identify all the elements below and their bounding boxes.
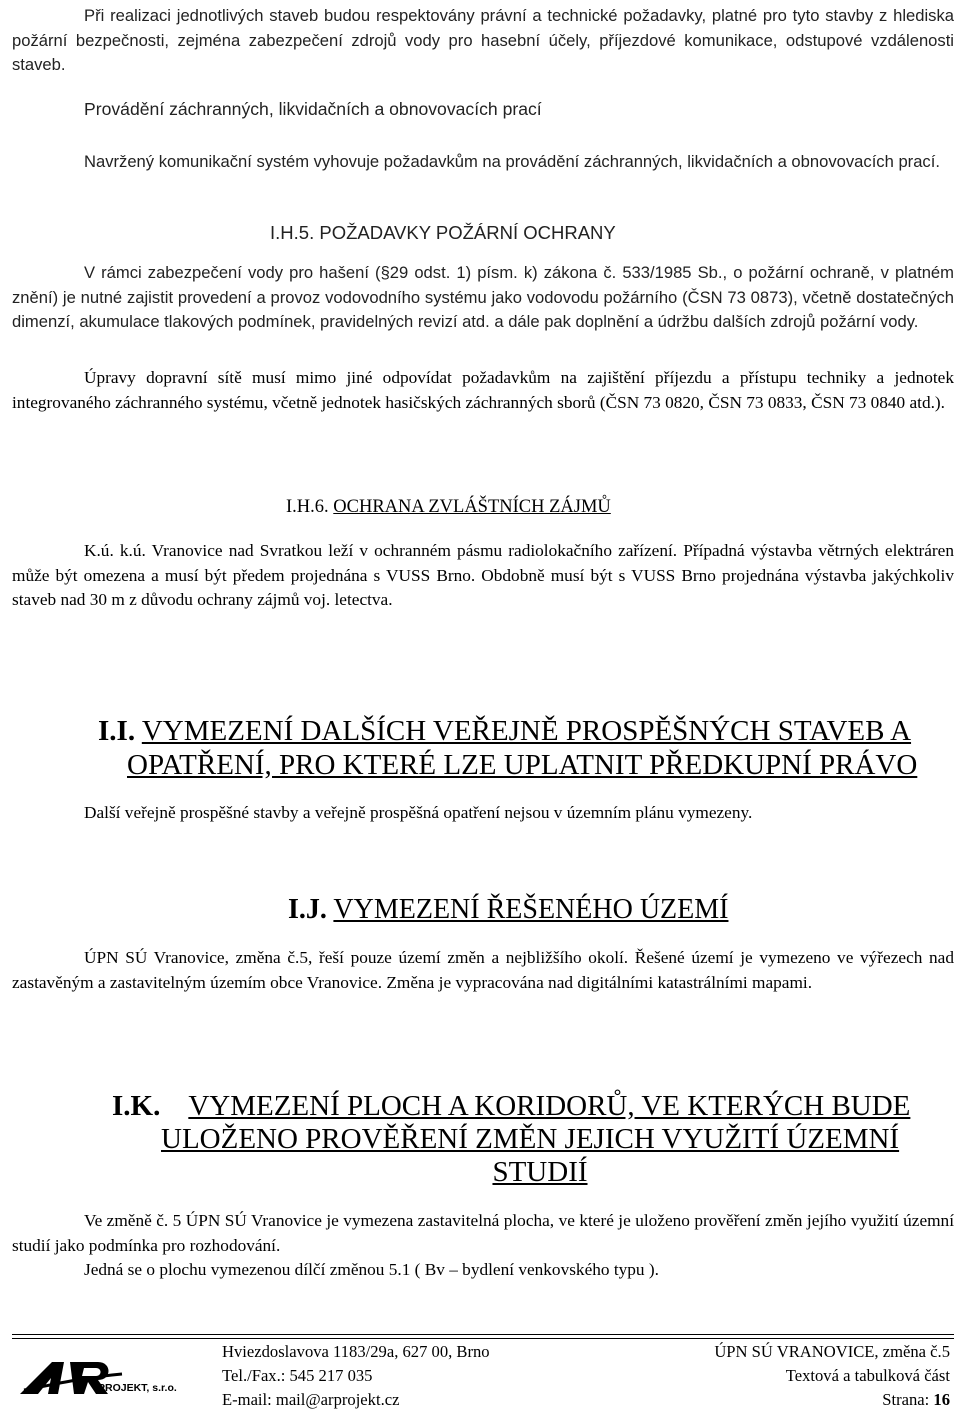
logo-text: PROJEKT, s.r.o. — [98, 1382, 177, 1394]
footer-page-number: 16 — [933, 1390, 950, 1409]
footer-page — [882, 1390, 950, 1410]
special-heading — [286, 497, 611, 518]
section-j-title: VYMEZENÍ ŘEŠENÉHO ÚZEMÍ — [333, 894, 729, 925]
section-j-number: I.J. — [288, 894, 327, 925]
fire-paragraph-2: Úpravy dopravní sítě musí mimo jiné odpovídat požadavkům na zajištění příjezdu a přístupu techniky a jednotek integrovaného záchranného systému, včetně jednotek hasičských záchranných sborů (ČSN 73 0820, ČSN 73 0833, ČSN 73 0840 atd.). — [12, 368, 954, 412]
footer-address: Hviezdoslavova 1183/29a, 627 00, Brno — [222, 1342, 490, 1361]
section-k-heading — [112, 1089, 910, 1123]
section-i-paragraph: Další veřejně prospěšné stavby a veřejně prospěšná opatření nejsou v územním plánu vymezeny. — [84, 803, 753, 822]
section-i-heading — [98, 714, 911, 748]
footer-page-label: Strana: — [882, 1390, 930, 1409]
footer-part: Textová a tabulková část — [785, 1366, 950, 1385]
special-heading-underlined: OCHRANA ZVLÁŠTNÍCH ZÁJMŮ — [333, 497, 611, 517]
section-j-paragraph: ÚPN SÚ Vranovice, změna č.5, řeší pouze území změn a nejbližšího okolí. Řešené území je vymezeno ve výřezech nad zastavěným a zastavitelným územím obce Vranovice. Změna je vypracována nad digitálními katastrálními mapami. — [12, 948, 954, 992]
company-logo — [18, 1356, 218, 1412]
section-i-title-line1: VYMEZENÍ DALŠÍCH VEŘEJNĚ PROSPĚŠNÝCH STAVEB A — [141, 715, 912, 747]
fire-heading: I.H.5. POŽADAVKY POŽÁRNÍ OCHRANY — [270, 222, 616, 243]
section-i-title-line2: OPATŘENÍ, PRO KTERÉ LZE UPLATNIT PŘEDKUPNÍ PRÁVO — [127, 749, 918, 781]
section-k-title-line2: ULOŽENO PROVĚŘENÍ ZMĚN JEJICH VYUŽITÍ ÚZEMNÍ — [161, 1123, 900, 1155]
section-k-number: I.K. — [112, 1090, 161, 1122]
section-k-title-line3: STUDIÍ — [492, 1156, 588, 1188]
rescue-heading: Provádění záchranných, likvidačních a obnovovacích prací — [84, 99, 542, 119]
footer-phone: Tel./Fax.: 545 217 035 — [222, 1366, 373, 1385]
section-k-title-line1: VYMEZENÍ PLOCH A KORIDORŮ, VE KTERÝCH BUDE — [188, 1090, 911, 1122]
footer-email: E-mail: mail@arprojekt.cz — [222, 1390, 400, 1409]
footer-project: ÚPN SÚ VRANOVICE, změna č.5 — [714, 1342, 950, 1361]
section-i-number: I.I. — [98, 715, 136, 747]
rescue-paragraph: Navržený komunikační systém vyhovuje požadavkům na provádění záchranných, likvidačních a obnovovacích prací. — [84, 152, 940, 171]
special-heading-prefix: I.H.6. — [286, 497, 334, 517]
intro-paragraph: Při realizaci jednotlivých staveb budou respektovány právní a technické požadavky, platné pro tyto stavby z hlediska požární bezpečnosti, zejména zabezpečení zdrojů vody pro hasební účely, příjezdové komunikace, odstupové vzdálenosti staveb. — [12, 6, 954, 74]
fire-paragraph-1: V rámci zabezpečení vody pro hašení (§29 odst. 1) písm. k) zákona č. 533/1985 Sb., o požární ochraně, v platném znění) je nutné zajistit provedení a provoz vodovodního systému jako vodovodu požárního (ČSN 73 0873), včetně dostatečných dimenzí, akumulace tlakových podmínek, pravidelných revizí atd. a dále pak doplnění a údržbu dalších zdrojů požární vody. — [12, 263, 954, 331]
section-k-paragraph-1: Ve změně č. 5 ÚPN SÚ Vranovice je vymezena zastavitelná plocha, ve které je uloženo prověření změn jejího využití územní studií jako podmínka pro rozhodování. — [12, 1211, 954, 1255]
footer-rule-bottom — [12, 1338, 954, 1339]
section-j-heading — [288, 894, 728, 926]
special-paragraph: K.ú. k.ú. Vranovice nad Svratkou leží v ochranném pásmu radiolokačního zařízení. Případná výstavba větrných elektráren může být omezena a musí být předem projednána s VUSS Brno. Obdobně musí být s VUSS Brno projednána výstavba jakýchkoliv staveb nad 30 m z důvodu ochrany zájmů voj. letectva. — [12, 541, 954, 609]
section-k-paragraph-2: Jedná se o plochu vymezenou dílčí změnou 5.1 ( Bv – bydlení venkovského typu ). — [84, 1260, 659, 1279]
footer-rule-top — [12, 1334, 954, 1335]
